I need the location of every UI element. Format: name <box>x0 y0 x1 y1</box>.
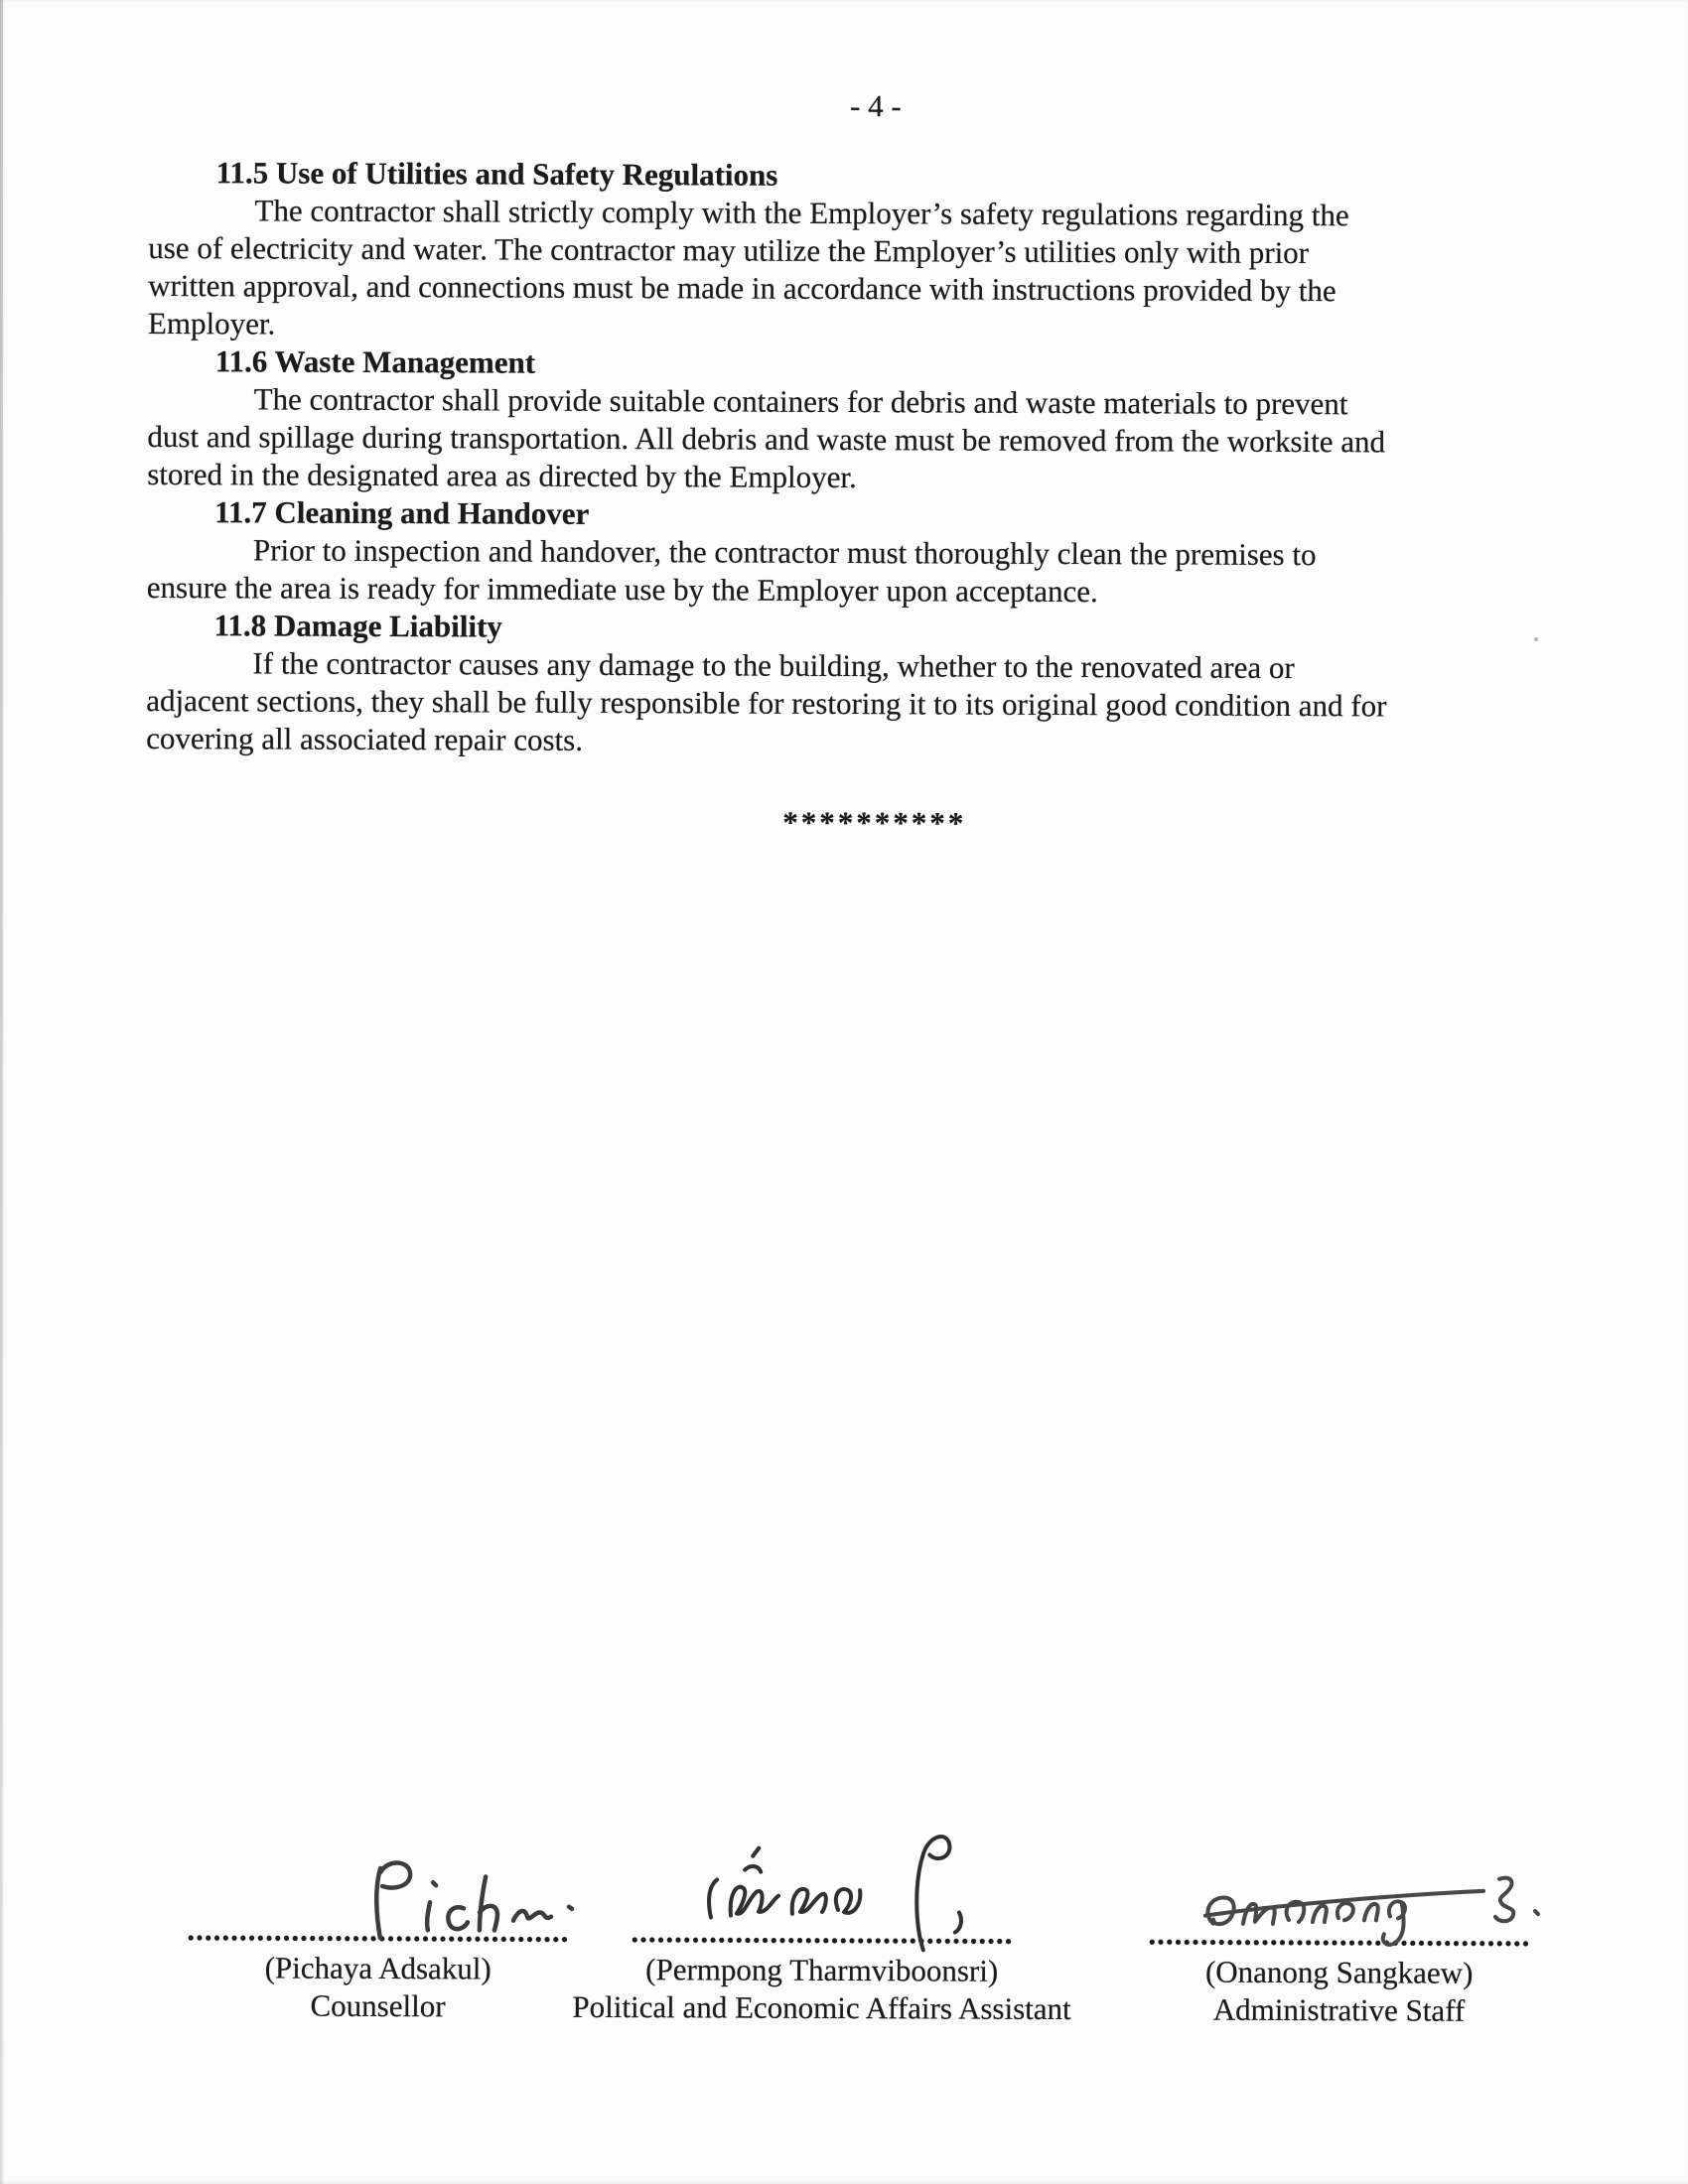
signature-area <box>140 1911 1543 2184</box>
section-heading: 11.6 Waste Management <box>214 343 536 380</box>
paragraph-line: Prior to inspection and handover, the contractor must thoroughly clean the premises to <box>252 532 1317 573</box>
dotted-signature-line: ............................................ <box>187 1912 570 1949</box>
signatory-name: (Onanong Sangkaew) <box>1204 1954 1474 1990</box>
paragraph-line: written approval, and connections must be made in accordance with instructions provided by the <box>148 267 1336 309</box>
paragraph-line: If the contractor causes any damage to the building, whether to the renovated area or <box>252 645 1295 685</box>
section-11-5 <box>148 154 1551 348</box>
section-heading: 11.5 Use of Utilities and Safety Regulations <box>215 155 778 193</box>
paragraph-line: The contractor shall provide suitable containers for debris and waste materials to prevent <box>253 381 1348 422</box>
signatory-title: Administrative Staff <box>1212 1991 1466 2028</box>
dotted-signature-line: ............................................ <box>1148 1916 1531 1954</box>
section-11-7 <box>147 493 1549 613</box>
paragraph-line: The contractor shall strictly comply with the Employer’s safety regulations regarding the <box>254 193 1349 233</box>
signatory-title: Counsellor <box>310 1987 446 2024</box>
signature-block-political-affairs <box>563 1913 1079 2028</box>
signature-block-administrative <box>1080 1915 1597 2030</box>
paragraph-line: adjacent sections, they shall be fully responsible for restoring it to its original good condition and for <box>146 682 1387 724</box>
page-number: - 4 - <box>850 88 902 124</box>
signature-block-counsellor <box>119 1911 635 2026</box>
paragraph-line: use of electricity and water. The contractor may utilize the Employer’s utilities only with prior <box>148 229 1310 271</box>
paragraph-line: stored in the designated area as directed by the Employer. <box>147 456 857 495</box>
scan-edge-shadow <box>0 0 3 2184</box>
section-heading: 11.7 Cleaning and Handover <box>214 494 590 531</box>
section-11-6 <box>147 342 1550 499</box>
paragraph-line: Employer. <box>147 305 276 341</box>
signatory-name: (Pichaya Adsakul) <box>264 1950 492 1986</box>
signatory-title: Political and Economic Affairs Assistant <box>572 1988 1071 2027</box>
paragraph-line: covering all associated repair costs. <box>146 720 584 757</box>
section-heading: 11.8 Damage Liability <box>213 608 502 644</box>
signatory-name: (Permpong Tharmviboonsri) <box>645 1952 999 1988</box>
document-content <box>146 84 1551 2028</box>
paragraph-line: dust and spillage during transportation. All debris and waste must be removed from the worksite and <box>147 418 1386 460</box>
section-11-8 <box>146 607 1549 763</box>
separator-asterisks: ********** <box>782 804 967 841</box>
scan-speck <box>1534 637 1538 641</box>
dotted-signature-line: ............................................ <box>631 1914 1014 1951</box>
paragraph-line: ensure the area is ready for immediate use by the Employer upon acceptance. <box>146 569 1098 610</box>
